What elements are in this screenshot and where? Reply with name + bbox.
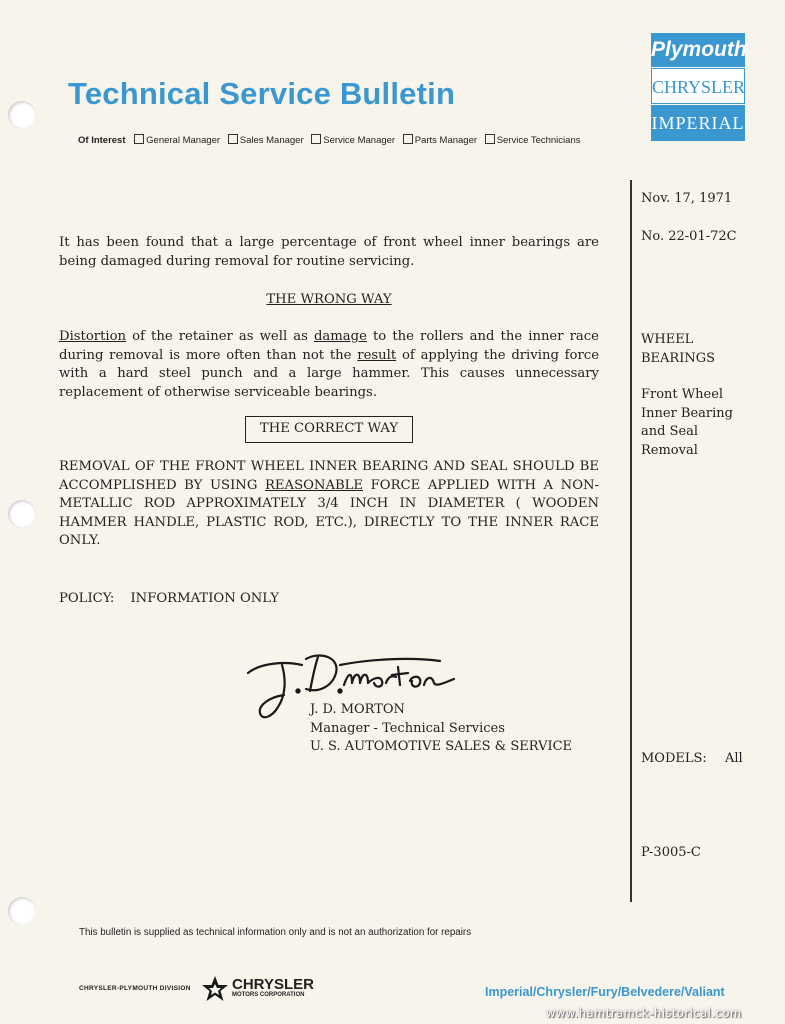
text-run: of applying the driving force with a hard steel punch and a large hammer. This causes unnecessary replacement of otherwise serviceable bearings. <box>59 347 599 400</box>
recipient-general-manager: General Manager <box>146 135 221 146</box>
recipient-service-manager: Service Manager <box>323 135 396 146</box>
subject-line: Inner Bearing <box>641 405 733 421</box>
checkbox-parts-manager[interactable] <box>403 134 413 144</box>
emphasis-damage: damage <box>313 329 367 344</box>
of-interest-label: Of Interest <box>78 135 126 146</box>
subject-line: Removal <box>641 442 698 458</box>
models-label: MODELS: <box>641 751 707 766</box>
checkbox-service-technicians[interactable] <box>485 134 495 144</box>
wrong-way-heading-row <box>59 291 599 310</box>
correct-way-paragraph <box>59 458 599 551</box>
policy-value: INFORMATION ONLY <box>130 591 279 606</box>
intro-paragraph: It has been found that a large percentage of front wheel inner bearings are being damaged during removal for routine servicing. <box>59 235 599 269</box>
bulletin-category: WHEEL BEARINGS <box>641 332 716 366</box>
checkbox-service-manager[interactable] <box>311 134 321 144</box>
checkbox-general-manager[interactable] <box>134 134 144 144</box>
subject-line: Front Wheel <box>641 387 724 402</box>
emphasis-reasonable: REASONABLE <box>264 477 364 493</box>
pentastar-icon <box>201 975 229 1003</box>
publication-number: P-3005-C <box>641 845 701 860</box>
punch-hole-top <box>8 101 36 129</box>
policy-label: POLICY: <box>59 591 115 606</box>
signatory-block <box>310 701 572 757</box>
models-value: All <box>724 751 743 766</box>
recipient-parts-manager: Parts Manager <box>414 135 478 146</box>
text-run: FORCE APPLIED WITH A NON-METALLIC ROD APPROXIMATELY 3/4 INCH IN DIAMETER ( WOODEN HAMMER HANDLE, PLASTIC ROD, ETC.), DIRECTLY TO THE INNER RACE ONLY. <box>59 477 600 548</box>
wrong-way-paragraph <box>59 328 599 402</box>
sidebar-divider <box>630 180 632 902</box>
chrysler-corp-sub: MOTORS CORPORATION <box>232 992 305 998</box>
punch-hole-middle <box>8 500 36 528</box>
bulletin-date: Nov. 17, 1971 <box>641 191 733 206</box>
plymouth-logo: Plymouth <box>651 33 745 67</box>
disclaimer: This bulletin is supplied as technical information only and is not an authorization for repairs <box>79 927 472 938</box>
bulletin-subject <box>641 386 733 460</box>
correct-way-heading-row <box>59 416 599 443</box>
bulletin-title: Technical Service Bulletin <box>68 76 456 111</box>
wrong-way-heading: THE WRONG WAY <box>266 292 392 307</box>
chrysler-corp-name: CHRYSLER <box>232 976 314 993</box>
checkbox-sales-manager[interactable] <box>228 134 238 144</box>
policy-line <box>59 590 599 609</box>
chrysler-logo: CHRYSLER <box>651 68 745 104</box>
text-run: REMOVAL OF THE FRONT WHEEL INNER BEARING AND SEAL SHOULD BE ACCOMPLISHED BY USING <box>59 459 599 493</box>
correct-way-heading: THE CORRECT WAY <box>245 416 413 443</box>
subject-line: and Seal <box>641 424 699 439</box>
text-run: to the rollers and the inner race during removal is more often than not the <box>59 329 599 363</box>
of-interest-row <box>78 134 580 146</box>
watermark: www.hamtramck-historical.com <box>546 1006 742 1020</box>
text-run: of the retainer as well as <box>126 329 314 344</box>
recipient-service-technicians: Service Technicians <box>496 135 581 146</box>
recipient-sales-manager: Sales Manager <box>239 135 304 146</box>
emphasis-distortion: Distortion <box>59 329 127 344</box>
punch-hole-bottom <box>8 897 36 925</box>
signatory-org: U. S. AUTOMOTIVE SALES & SERVICE <box>310 739 573 754</box>
signatory-name: J. D. MORTON <box>310 702 405 717</box>
models-line <box>641 750 743 769</box>
signatory-title: Manager - Technical Services <box>310 720 505 736</box>
imperial-logo: IMPERIAL <box>651 105 745 141</box>
emphasis-result: result <box>357 347 397 363</box>
bulletin-number: No. 22-01-72C <box>641 229 737 244</box>
brand-lineup: Imperial/Chrysler/Fury/Belvedere/Valiant <box>485 985 725 999</box>
division-name: CHRYSLER-PLYMOUTH DIVISION <box>79 985 191 992</box>
